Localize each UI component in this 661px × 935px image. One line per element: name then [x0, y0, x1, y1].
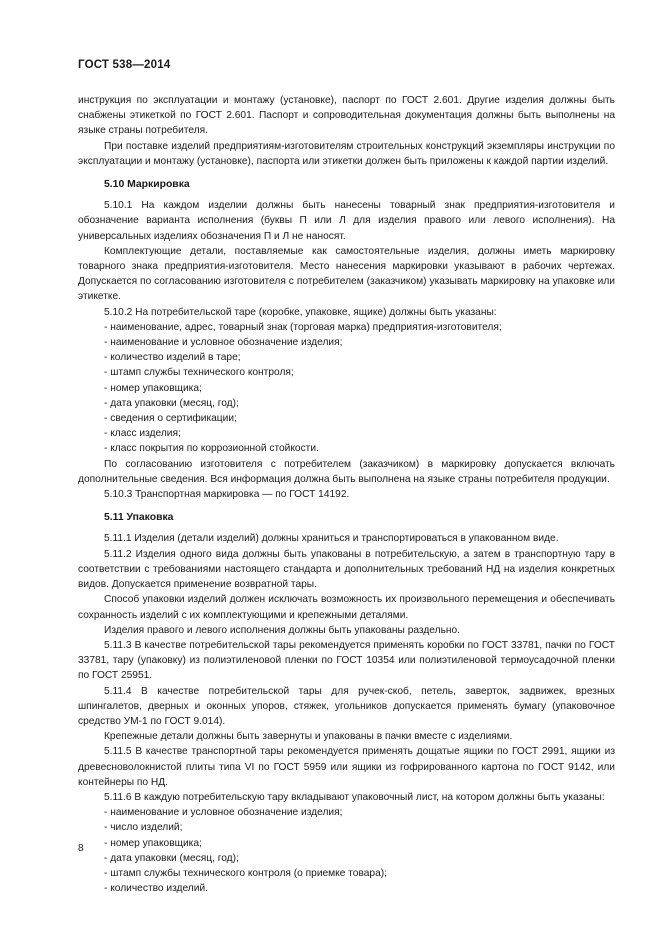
list-item: - наименование и условное обозначение изделия; — [104, 337, 343, 349]
list-item: - номер упаковщика; — [104, 382, 202, 394]
paragraph: Изделия правого и левого исполнения должны быть упакованы раздельно. — [104, 624, 460, 636]
paragraph: 5.11.1 Изделия (детали изделий) должны храниться и транспортироваться в упакованном виде. — [104, 533, 559, 545]
section-heading-marking: 5.10 Маркировка — [104, 179, 190, 191]
list-item: - число изделий; — [104, 822, 183, 834]
paragraph: 5.11.6 В каждую потребительскую тару вкладывают упаковочный лист, на котором должны быть указаны: — [104, 791, 605, 803]
paragraph: 5.11.4 В качестве потребительской тары для ручек-скоб, петель, заверток, задвижек, врезных шпингалетов, дверных и оконных упоров, стяжек, угольников допускается применять бумагу (упаковочное средство УМ-1 по ГОСТ 9.014). — [78, 685, 615, 727]
section-heading-packaging: 5.11 Упаковка — [104, 512, 174, 524]
list-item: - сведения о сертификации; — [104, 413, 237, 425]
list-item: - штамп службы технического контроля; — [104, 367, 294, 379]
paragraph: Способ упаковки изделий должен исключать возможность их произвольного перемещения и обеспечивать сохранность изделий с их комплектующими и крепежными деталями. — [78, 594, 615, 621]
paragraph: При поставке изделий предприятиям-изготовителям строительных конструкций экземпляры инструкции по эксплуатации и монтажу (установке), паспорта или этикетки должен быть приложены к каждой партии изделий. — [78, 140, 615, 167]
paragraph: Комплектующие детали, поставляемые как самостоятельные изделия, должны иметь маркировку товарного знака предприятия-изготовителя. Место нанесения маркировки указывают в рабочих чертежах. Допускается по согласованию изготовителя с потребителем (заказчиком) указывать маркировку на упаковке или этикетке. — [78, 245, 615, 303]
paragraph: 5.10.2 На потребительской таре (коробке, упаковке, ящике) должны быть указаны: — [104, 306, 497, 318]
paragraph: 5.10.3 Транспортная маркировка — по ГОСТ 14192. — [104, 489, 350, 501]
list-item: - класс покрытия по коррозионной стойкости. — [104, 443, 319, 455]
page-header: ГОСТ 538—2014 — [78, 59, 171, 71]
page-number: 8 — [78, 843, 84, 854]
list-item: - количество изделий в таре; — [104, 352, 241, 364]
list-item: - дата упаковки (месяц, год); — [104, 397, 239, 409]
paragraph: 5.10.1 На каждом изделии должны быть нанесены товарный знак предприятия-изготовителя и обозначение варианта исполнения (буквы П или Л для изделия правого или левого исполнения). На универсальных изделиях обозначения П и Л не наносят. — [78, 200, 615, 242]
list-item: - номер упаковщика; — [104, 837, 202, 849]
document-body — [78, 93, 615, 896]
paragraph: Крепежные детали должны быть завернуты и упакованы в пачки вместе с изделиями. — [104, 731, 513, 743]
paragraph: 5.11.5 В качестве транспортной тары рекомендуется применять дощатые ящики по ГОСТ 2991, ящики из древесноволокнистой плиты типа VI по ГОСТ 5959 или ящики из гофрированного картона по ГОСТ 9142, или контейнеры по НД. — [78, 746, 615, 788]
list-item: - наименование, адрес, товарный знак (торговая марка) предприятия-изготовителя; — [104, 321, 502, 333]
list-item: - штамп службы технического контроля (о приемке товара); — [104, 867, 387, 879]
list-item: - наименование и условное обозначение изделия; — [104, 807, 343, 819]
paragraph: 5.11.3 В качестве потребительской тары рекомендуется применять коробки по ГОСТ 33781, пачки по ГОСТ 33781, тару (упаковку) из полиэтиленовой пленки по ГОСТ 10354 или полиэтиленовой термоусадочной пленки по ГОСТ 25951. — [78, 639, 615, 682]
paragraph: инструкция по эксплуатации и монтажу (установке), паспорт по ГОСТ 2.601. Другие изделия должны быть снабжены этикеткой по ГОСТ 2.601. Паспорт и сопроводительная документация должны быть выполнены на языке страны потребителя. — [78, 95, 615, 137]
paragraph: По согласованию изготовителя с потребителем (заказчиком) в маркировку допускается включать дополнительные сведения. Вся информация должна быть выполнена на языке страны потребителя продукции. — [78, 458, 615, 485]
list-item: - класс изделия; — [104, 428, 181, 440]
list-item: - дата упаковки (месяц, год); — [104, 852, 239, 864]
paragraph: 5.11.2 Изделия одного вида должны быть упакованы в потребительскую, а затем в транспортную тару в соответствии с требованиями настоящего стандарта и дополнительных требований НД на изделия конкретных видов. Допускается применение возвратной тары. — [78, 548, 615, 591]
list-item: - количество изделий. — [104, 883, 208, 895]
